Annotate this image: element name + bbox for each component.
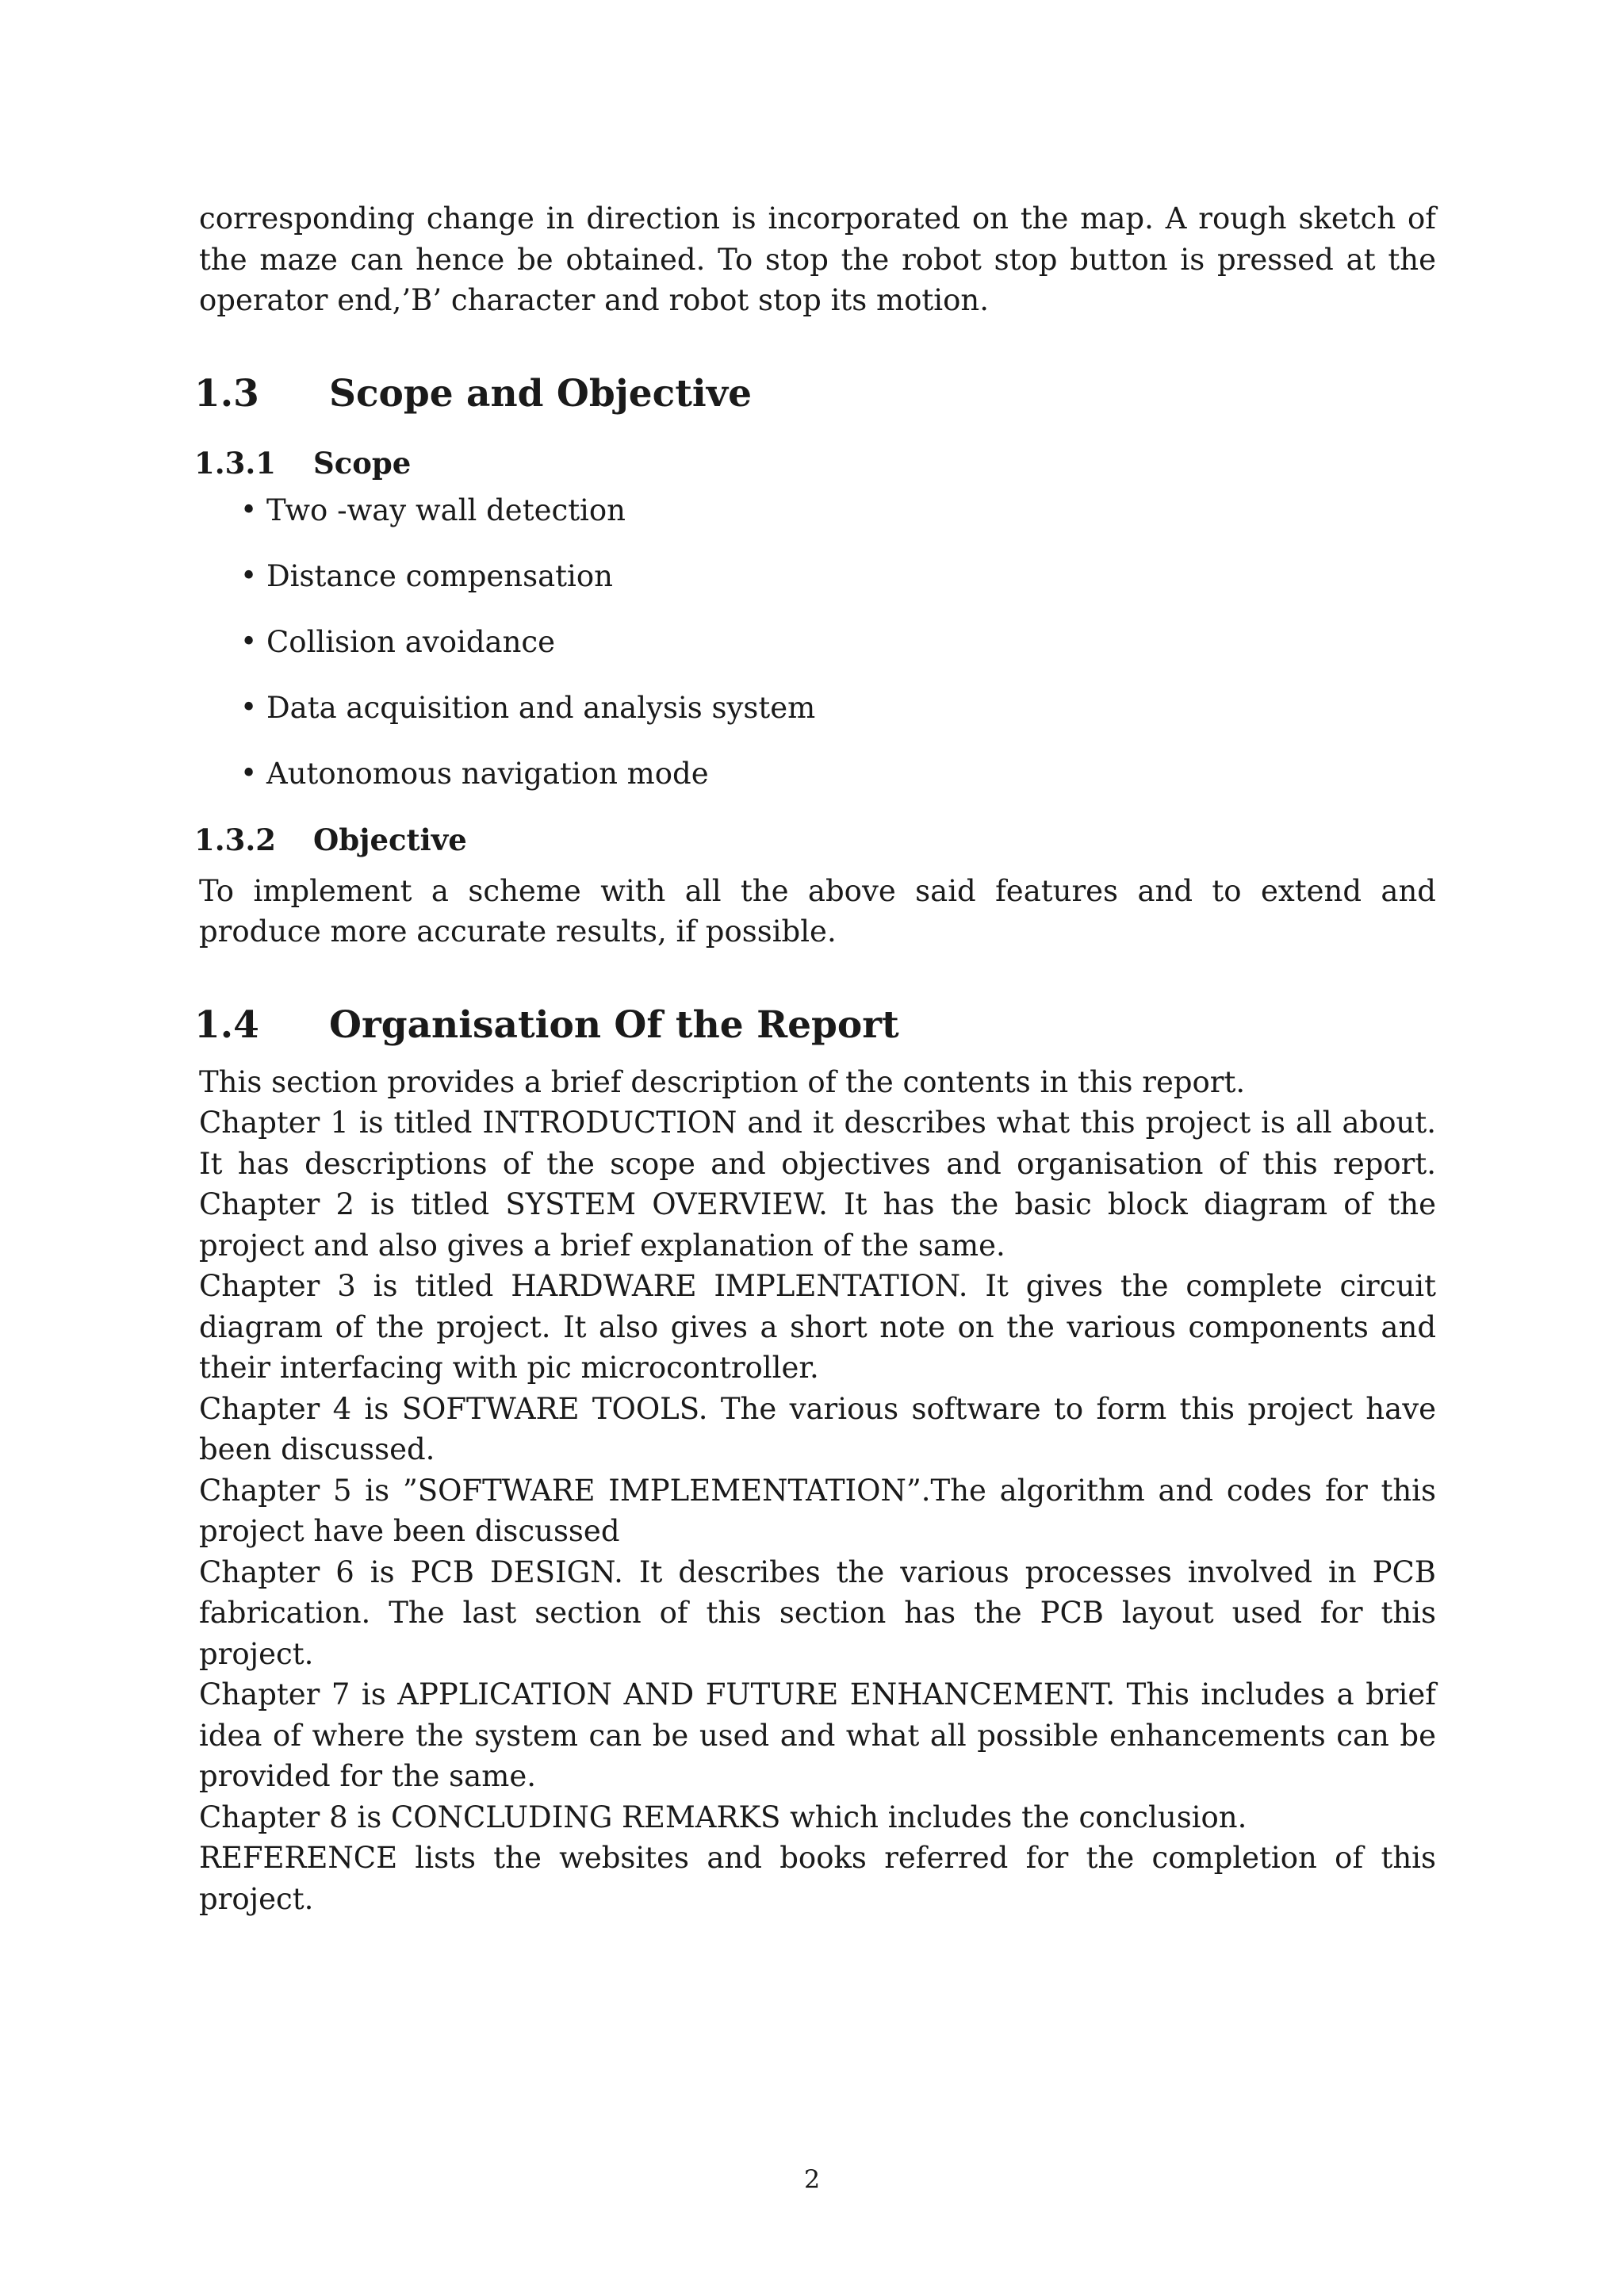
document-page [194, 190, 1436, 1919]
subsection-heading-scope [194, 443, 1436, 483]
organisation-paragraph: Chapter 6 is PCB DESIGN. It describes the various processes involved in PCB fabrication. The last section of this section has the PCB layout used for this project. [199, 1554, 1436, 1671]
section-title: Scope and Objective [329, 371, 752, 416]
list-item: • Data acquisition and analysis system [199, 688, 1436, 728]
subsection-number: 1.3.2 [194, 822, 276, 857]
organisation-paragraph: REFERENCE lists the websites and books referred for the completion of this project. [199, 1841, 1436, 1916]
list-item: • Distance compensation [199, 557, 1436, 596]
organisation-paragraph: Chapter 3 is titled HARDWARE IMPLENTATION. It gives the complete circuit diagram of the project. It also gives a short note on the various components and their interfacing with pic microcontroller. [199, 1269, 1436, 1385]
section-title: Organisation Of the Report [329, 1002, 899, 1047]
section-heading-1-3 [194, 370, 1436, 418]
subsection-title: Objective [313, 822, 467, 857]
objective-paragraph: To implement a scheme with all the above said features and to extend and produce more accurate results, if possible. [199, 873, 1436, 949]
section-heading-1-4 [194, 1002, 1436, 1049]
page-number: 2 [803, 2164, 821, 2194]
organisation-paragraph: Chapter 8 is CONCLUDING REMARKS which includes the conclusion. [199, 1800, 1247, 1834]
organisation-body [199, 1062, 1436, 1920]
subsection-number: 1.3.1 [194, 445, 276, 481]
intro-paragraph: corresponding change in direction is incorporated on the map. A rough sketch of the maze can hence be obtained. To stop the robot stop button is pressed at the operator end,’B’ character and robot stop its motion. [199, 201, 1436, 317]
scope-list [199, 491, 1436, 794]
organisation-paragraph: Chapter 7 is APPLICATION AND FUTURE ENHANCEMENT. This includes a brief idea of where the system can be used and what all possible enhancements can be provided for the same. [199, 1677, 1436, 1793]
subsection-heading-objective [194, 820, 1436, 860]
section-number: 1.3 [194, 371, 259, 416]
organisation-paragraph: Chapter 1 is titled INTRODUCTION and it describes what this project is all about. It has descriptions of the scope and objectives and organisation of this report. Chapter 2 is titled SYSTEM OVERVIEW. It has the basic block diagram of the project and also gives a brief explanation of the same. [199, 1106, 1436, 1263]
organisation-paragraph: Chapter 4 is SOFTWARE TOOLS. The various software to form this project have been discussed. [199, 1391, 1436, 1466]
section-number: 1.4 [194, 1002, 259, 1047]
list-item: • Collision avoidance [199, 623, 1436, 662]
subsection-title: Scope [313, 445, 412, 481]
list-item: • Autonomous navigation mode [199, 754, 1436, 794]
organisation-paragraph: Chapter 5 is ”SOFTWARE IMPLEMENTATION”.The algorithm and codes for this project have been discussed [199, 1473, 1436, 1548]
list-item: • Two -way wall detection [199, 491, 1436, 531]
organisation-paragraph: This section provides a brief description of the contents in this report. [199, 1064, 1246, 1099]
